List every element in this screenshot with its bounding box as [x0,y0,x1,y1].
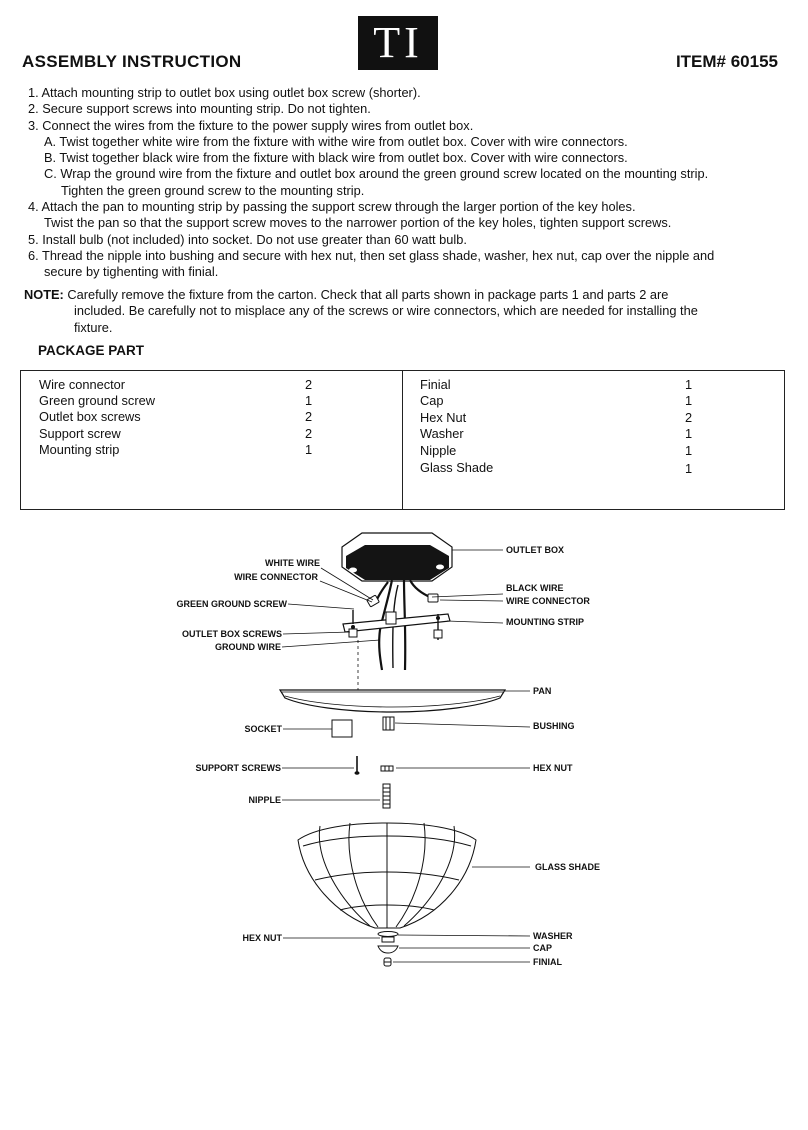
part-name: Cap [420,393,444,408]
part-name: Green ground screw [39,393,155,408]
part-qty: 1 [305,442,313,457]
ti-logo: TI [358,16,438,70]
step-3c-cont: Tighten the green ground screw to the mounting strip. [61,182,365,198]
pan [280,690,505,712]
part-qty: 1 [685,426,693,441]
part-qty: 2 [305,377,313,392]
socket-icon [332,720,352,737]
step-3: 3. Connect the wires from the fixture to the power supply wires from outlet box. [28,117,474,133]
note-label: NOTE: [24,287,64,302]
step-3b: B. Twist together black wire from the fixture with black wire from outlet box. Cover with wire connectors. [44,150,628,166]
item-number: ITEM# 60155 [675,52,778,71]
label-white-wire: WHITE WIRE [265,558,320,568]
nipple-icon [383,784,390,808]
label-wire-connector-left: WIRE CONNECTOR [234,572,318,582]
label-ground-wire: GROUND WIRE [215,642,281,652]
part-qty: 1 [685,443,693,458]
part-name: Nipple [420,443,457,458]
glass-shade [298,823,476,928]
label-bushing: BUSHING [533,721,575,731]
cap-icon [378,946,398,953]
label-black-wire: BLACK WIRE [506,583,564,593]
step-4: 4. Attach the pan to mounting strip by passing the support screw through the larger portion of the key holes. [28,199,636,215]
washer-icon [378,932,398,937]
label-hex-nut-right: HEX NUT [533,763,573,773]
note-line-1: Carefully remove the fixture from the carton. Check that all parts shown in package parts 1 and parts 2 are [67,287,669,302]
step-1: 1. Attach mounting strip to outlet box using outlet box screw (shorter). [28,85,421,100]
label-support-screws: SUPPORT SCREWS [195,763,281,773]
label-wire-connector-right: WIRE CONNECTOR [506,596,590,606]
step-5: 5. Install bulb (not included) into socket. Do not use greater than 60 watt bulb. [28,231,467,247]
label-green-ground-screw: GREEN GROUND SCREW [176,599,287,609]
label-outlet-box-screws: OUTLET BOX SCREWS [181,629,282,639]
label-outlet-box: OUTLET BOX [506,545,564,555]
hex-nut-icon [381,766,393,771]
label-cap: CAP [533,943,553,953]
part-qty: 1 [685,377,693,392]
part-name: Glass Shade [420,460,494,475]
part-name: Support screw [39,426,121,441]
step-6: 6. Thread the nipple into bushing and secure with hex nut, then set glass shade, washer, hex nut, cap over the nipple and [28,247,715,263]
part-name: Washer [420,426,464,441]
support-screw-icon [355,756,360,775]
lower-hex-nut-icon [382,937,394,942]
part-name: Mounting strip [39,442,120,457]
label-pan: PAN [533,686,552,696]
part-qty: 2 [305,409,313,424]
black-wire-connector-icon [428,594,438,602]
label-mounting-strip: MOUNTING STRIP [506,617,584,627]
step-3c: C. Wrap the ground wire from the fixture and outlet box around the green ground screw located on the mounting strip. [44,166,709,182]
outlet-box [342,533,452,581]
part-qty: 1 [305,393,313,408]
label-socket: SOCKET [244,724,282,734]
part-qty: 1 [685,393,693,408]
part-name: Wire connector [39,377,126,392]
part-qty: 1 [685,461,693,476]
step-2: 2. Secure support screws into mounting strip. Do not tighten. [28,101,371,117]
step-3a: A. Twist together white wire from the fixture with withe wire from outlet box. Cover with wire connectors. [44,133,628,149]
bushing-icon [383,717,394,730]
part-name: Hex Nut [420,410,467,425]
label-washer: WASHER [533,931,573,941]
step-6-cont: secure by tighenting with finial. [44,264,219,280]
label-hex-nut-left: HEX NUT [242,933,282,943]
page-title: ASSEMBLY INSTRUCTION [22,52,242,71]
note-line-3: fixture. [74,319,113,335]
part-name: Finial [420,377,451,392]
mounting-strip [343,610,450,640]
part-name: Outlet box screws [39,409,141,424]
note-line-2: included. Be carefully not to misplace any of the screws or wire connectors, which are needed for installing the [74,303,698,319]
package-part-title: PACKAGE PART [38,343,145,358]
part-qty: 2 [305,426,313,441]
label-nipple: NIPPLE [248,795,281,805]
part-qty: 2 [685,410,693,425]
label-finial: FINIAL [533,957,562,967]
step-4-cont: Twist the pan so that the support screw moves to the narrower portion of the key holes, tighten support screws. [44,215,672,231]
label-glass-shade: GLASS SHADE [535,862,601,872]
